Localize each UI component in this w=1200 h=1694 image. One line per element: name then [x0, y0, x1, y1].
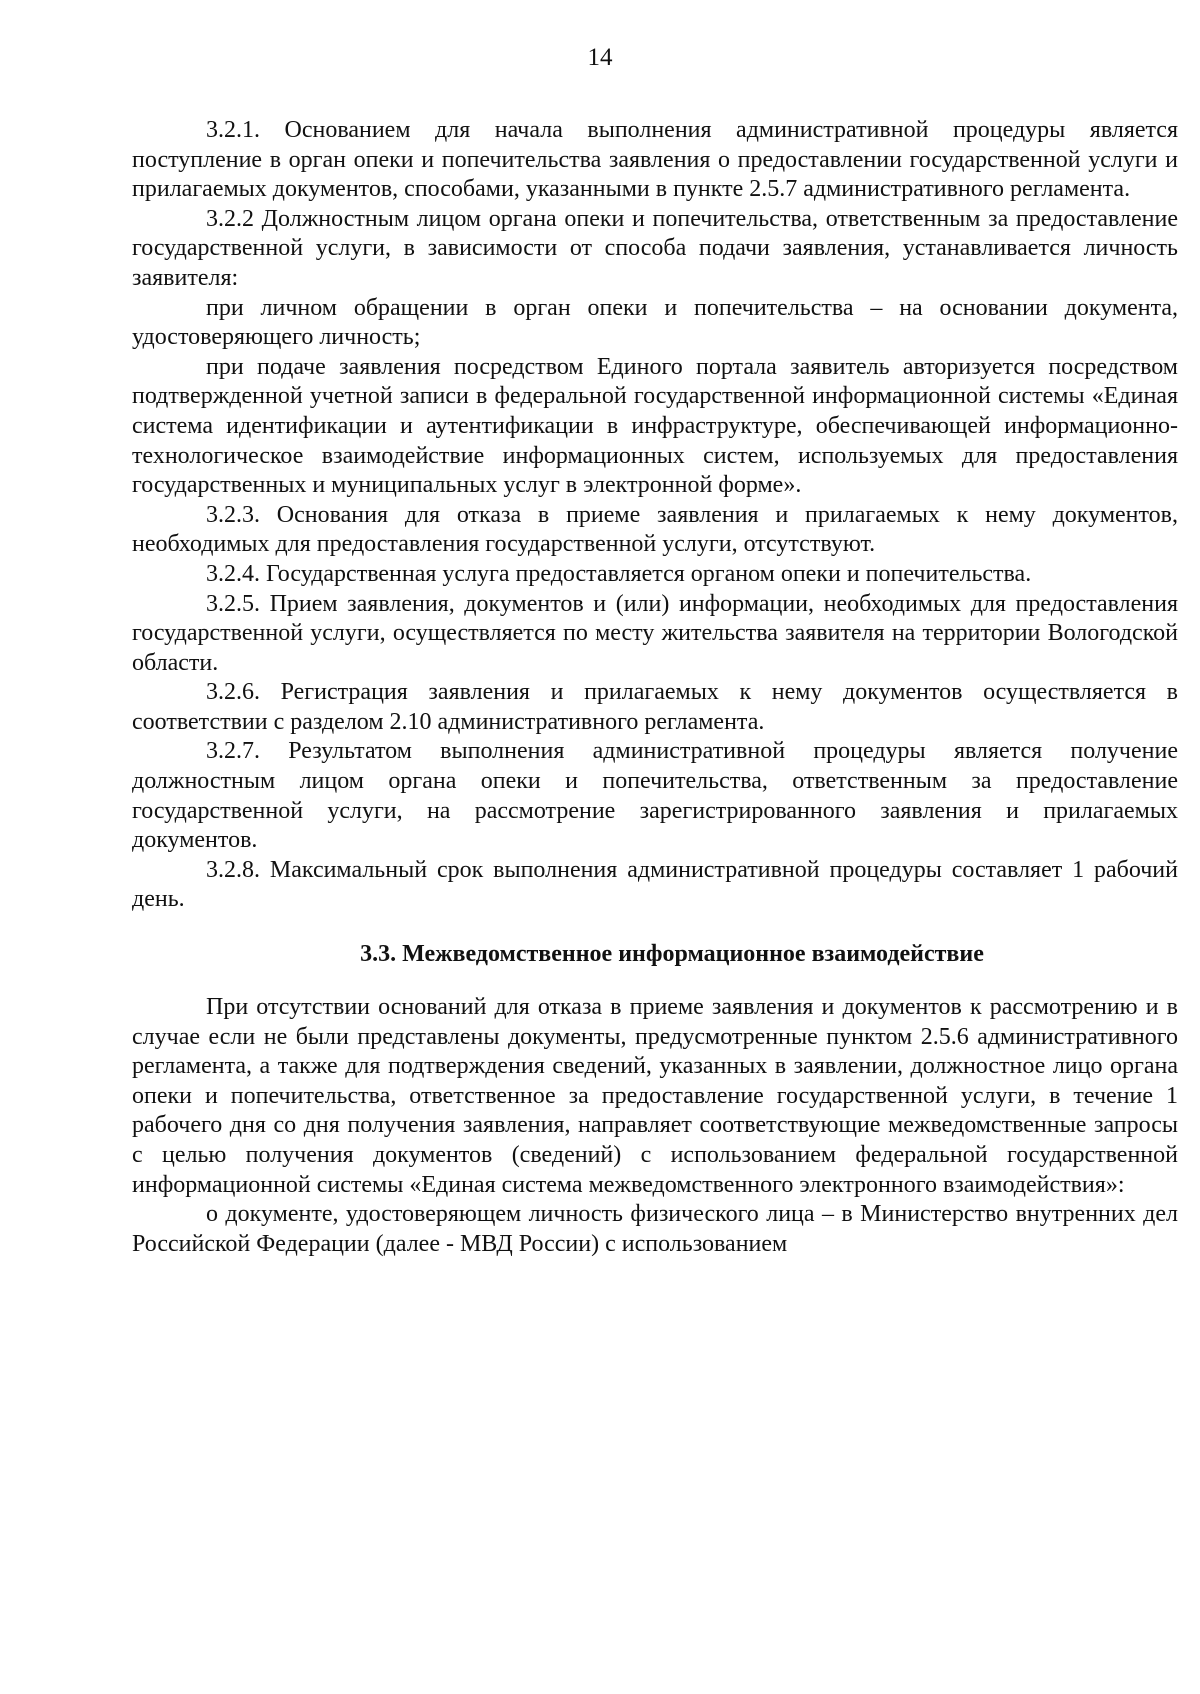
paragraph-interagency-requests: При отсутствии оснований для отказа в приеме заявления и документов к рассмотрению и в случае если не были представлены документы, предусмотренные пунктом 2.5.6 административного регламента, а также для подтверждения сведений, указанных в заявлении, должностное лицо органа опеки и попечительства, ответственное за предоставление государственной услуги, в течение 1 рабочего дня со дня получения заявления, направляет соответствующие межведомственные запросы с целью получения документов (сведений) с использованием федеральной государственной информационной системы «Единая система межведомственного электронного взаимодействия»:	[132, 994, 1178, 1198]
page-number: 14	[587, 44, 613, 71]
paragraph-3-2-5: 3.2.5. Прием заявления, документов и (или) информации, необходимых для предоставления государственной услуги, осуществляется по месту жительства заявителя на территории Вологодской области.	[132, 590, 1178, 676]
paragraph-personal-visit: при личном обращении в орган опеки и попечительства – на основании документа, удостоверяющего личность;	[132, 294, 1178, 351]
paragraph-identity-document: о документе, удостоверяющем личность физического лица – в Министерство внутренних дел Российской Федерации (далее - МВД России) с использованием	[132, 1201, 1178, 1257]
paragraph-3-2-2: 3.2.2 Должностным лицом органа опеки и попечительства, ответственным за предоставление государственной услуги, в зависимости от способа подачи заявления, устанавливается личность заявителя:	[132, 205, 1178, 291]
paragraph-3-2-7: 3.2.7. Результатом выполнения административной процедуры является получение должностным лицом органа опеки и попечительства, ответственным за предоставление государственной услуги, на рассмотрение зарегистрированного заявления и прилагаемых документов.	[132, 738, 1178, 854]
document-body	[132, 116, 1178, 1259]
paragraph-3-2-1: 3.2.1. Основанием для начала выполнения административной процедуры является поступление в орган опеки и попечительства заявления о предоставлении государственной услуги и прилагаемых документов, способами, указанными в пункте 2.5.7 административного регламента.	[132, 117, 1178, 203]
paragraph-unified-portal: при подаче заявления посредством Единого портала заявитель авторизуется посредством подтвержденной учетной записи в федеральной государственной информационной системы «Единая система идентификации и аутентификации в инфраструктуре, обеспечивающей информационно-технологическое взаимодействие информационных систем, используемых для предоставления государственных и муниципальных услуг в электронной форме».	[132, 353, 1178, 499]
paragraph-3-2-3: 3.2.3. Основания для отказа в приеме заявления и прилагаемых к нему документов, необходимых для предоставления государственной услуги, отсутствуют.	[132, 501, 1178, 558]
paragraph-3-2-6: 3.2.6. Регистрация заявления и прилагаемых к нему документов осуществляется в соответствии с разделом 2.10 административного регламента.	[132, 679, 1178, 735]
paragraph-3-2-4: 3.2.4. Государственная услуга предоставляется органом опеки и попечительства.	[206, 560, 1032, 587]
section-heading-3-3: 3.3. Межведомственное информационное взаимодействие	[360, 941, 984, 968]
paragraph-3-2-8: 3.2.8. Максимальный срок выполнения административной процедуры составляет 1 рабочий день.	[132, 856, 1178, 913]
